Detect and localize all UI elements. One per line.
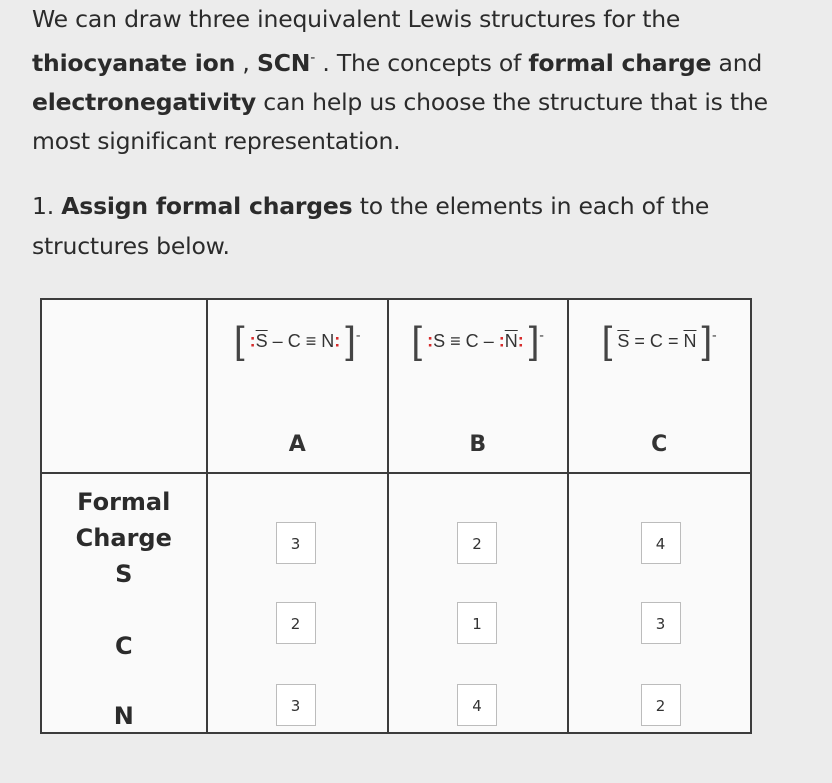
charge-input-c-s[interactable]: 4 (641, 522, 681, 564)
structure-c-header (568, 299, 752, 473)
bracket-right: ] (701, 320, 713, 362)
question-text: to the elements in each of the structures below. (32, 192, 710, 260)
formal-charge-table (40, 298, 752, 734)
intro-text: . The concepts of (315, 48, 529, 77)
label-formal-charge-s (42, 484, 206, 592)
bracket-left: [ (411, 320, 423, 362)
intro-bold-formal-charge: formal charge (528, 48, 712, 77)
structure-b-header (388, 299, 567, 473)
atom-c: C (287, 331, 301, 351)
scn-charge-superscript: - (310, 50, 316, 66)
question-bold: Assign formal charges (61, 192, 353, 220)
bond-2: – (483, 331, 494, 351)
bracket-right: ] (345, 320, 356, 362)
row-labels-cell (41, 473, 207, 733)
structure-b-values (388, 473, 567, 733)
ion-charge: - (539, 326, 544, 343)
lone-pair: : (334, 330, 341, 351)
charge-input-b-c[interactable]: 1 (457, 602, 497, 644)
bond-2: = (667, 331, 679, 351)
structure-label-b: B (469, 432, 487, 457)
bracket-right: ] (528, 320, 540, 362)
label-c: C (114, 632, 133, 660)
intro-text: , (235, 48, 257, 77)
structure-a-values (207, 473, 388, 733)
atom-n: N (321, 331, 335, 351)
charge-input-a-n[interactable]: 3 (276, 684, 316, 726)
bond-1: = (634, 331, 645, 351)
structure-a-header (207, 299, 388, 473)
charge-input-a-s[interactable]: 3 (276, 522, 316, 564)
atom-s: S (433, 331, 446, 351)
atom-s: $\overline{S}$ (255, 331, 268, 351)
atom-n: $\overline{N}$ (504, 331, 518, 351)
atom-n: $\overline{N}$ (683, 331, 697, 351)
intro-bold-scn: SCN (256, 48, 311, 77)
bond-1: – (272, 331, 283, 351)
lone-pair: : (517, 330, 524, 351)
question-number: 1. (32, 192, 62, 220)
structure-a-lewis (208, 320, 387, 363)
ion-charge: - (355, 326, 361, 343)
question-1 (32, 186, 812, 266)
structure-b-lewis (389, 320, 566, 363)
header-empty-cell (41, 299, 207, 473)
label-formal: Formal (77, 488, 171, 516)
label-s: S (115, 560, 133, 588)
bracket-left: [ (601, 320, 613, 362)
atom-c: C (465, 331, 479, 351)
charge-input-b-n[interactable]: 4 (457, 684, 497, 726)
lone-pair: : (427, 330, 434, 351)
ion-charge: - (712, 326, 717, 343)
lone-pair: : (249, 330, 256, 351)
atom-c: C (649, 331, 663, 351)
atom-s: $\overline{S}$ (617, 331, 630, 351)
lone-pair: : (498, 330, 505, 351)
structure-label-a: A (288, 432, 306, 457)
structure-label-c: C (651, 432, 668, 457)
structure-c-values (568, 473, 752, 733)
bond-2: ≡ (305, 331, 317, 351)
intro-bold-thiocyanate: thiocyanate ion (32, 48, 236, 77)
bond-1: ≡ (450, 331, 461, 351)
charge-input-a-c[interactable]: 2 (276, 602, 316, 644)
intro-paragraph (32, 0, 812, 161)
label-n: N (113, 702, 134, 730)
structure-c-lewis (569, 320, 751, 363)
charge-input-b-s[interactable]: 2 (457, 522, 497, 564)
charge-input-c-c[interactable]: 3 (641, 602, 681, 644)
intro-bold-electronegativity: electronegativity (32, 87, 256, 116)
charge-input-c-n[interactable]: 2 (641, 684, 681, 726)
label-charge: Charge (75, 524, 172, 552)
intro-text: We can draw three inequivalent Lewis structures for the (32, 5, 681, 33)
intro-text: and (711, 48, 763, 77)
intro-text: can help us choose the structure that is the most significant representation. (32, 87, 768, 155)
bracket-left: [ (234, 320, 245, 362)
